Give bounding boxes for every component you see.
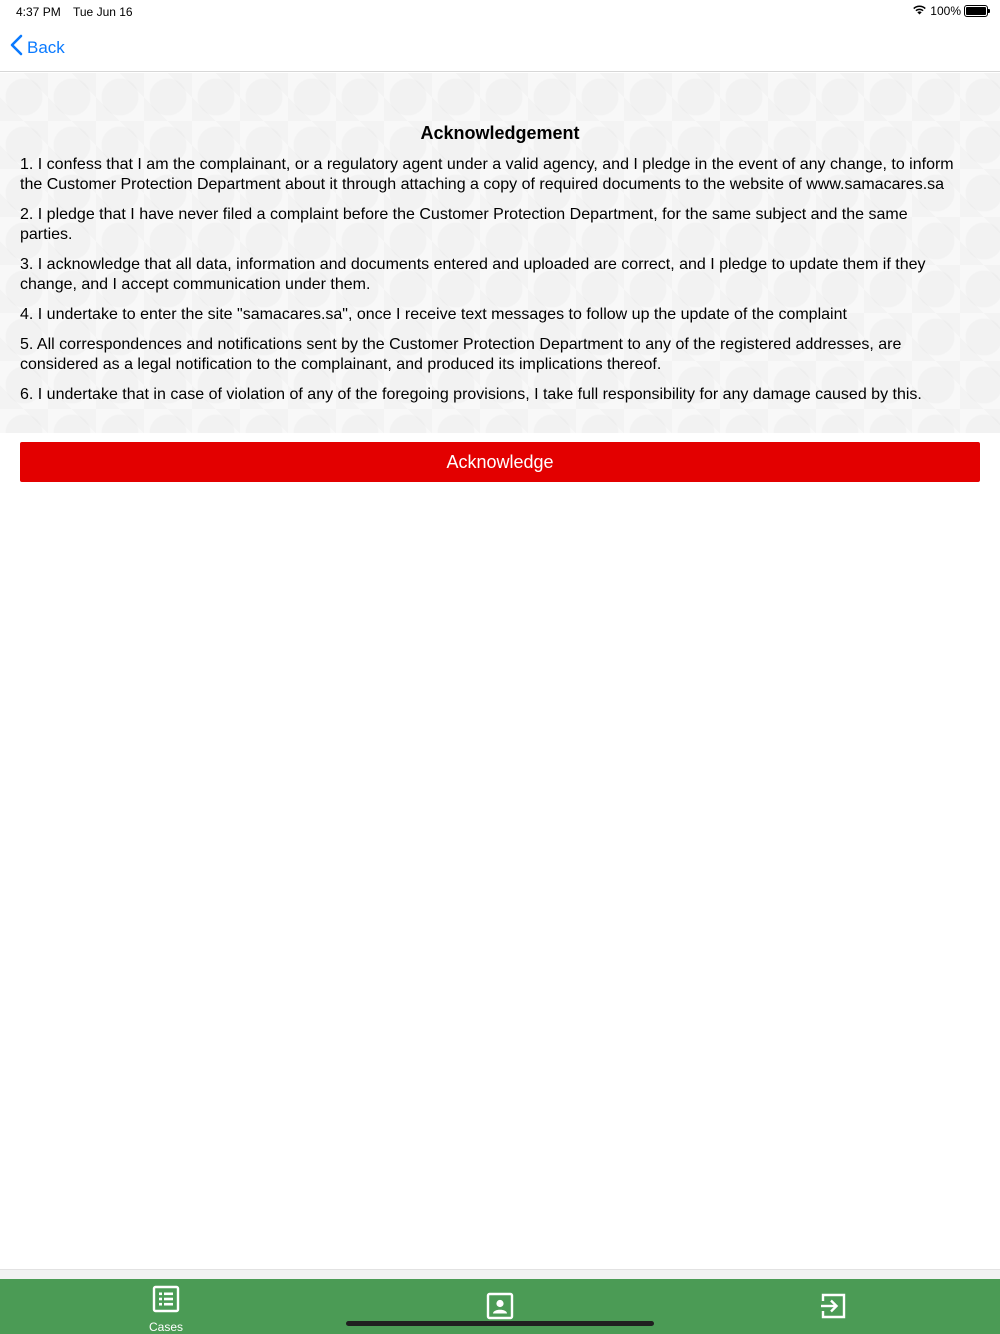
- back-label: Back: [27, 37, 65, 57]
- acknowledgement-item: 4. I undertake to enter the site "samacares.sa", once I receive text messages to follow up the update of the complaint: [20, 306, 847, 323]
- logout-icon: [819, 1292, 847, 1325]
- acknowledgement-list: [20, 155, 980, 415]
- back-button[interactable]: [10, 34, 65, 61]
- page-title: Acknowledgement: [420, 123, 580, 143]
- acknowledgement-item: 6. I undertake that in case of violation of any of the foregoing provisions, I take full responsibility for any damage caused by this.: [20, 386, 922, 403]
- tab-cases[interactable]: [136, 1279, 196, 1334]
- status-bar: [0, 0, 1000, 24]
- battery-percent: 100%: [930, 4, 961, 18]
- back-chevron-icon: [10, 34, 23, 61]
- cases-list-icon: [152, 1285, 180, 1318]
- acknowledge-button[interactable]: Acknowledge: [20, 442, 980, 482]
- tab-cases-label: Cases: [148, 1320, 183, 1334]
- battery-icon: [964, 5, 988, 17]
- acknowledgement-item: 3. I acknowledge that all data, information and documents entered and uploaded are correct, and I pledge to update them if they change, and I accept communication under them.: [20, 256, 926, 293]
- tab-logout[interactable]: [803, 1279, 863, 1334]
- tab-bar-divider: [0, 1269, 1000, 1279]
- status-date: Tue Jun 16: [73, 5, 133, 19]
- navigation-bar: [0, 24, 1000, 72]
- acknowledgement-item: 1. I confess that I am the complainant, or a regulatory agent under a valid agency, and I pledge in the event of any change, to inform the Customer Protection Department about it through attaching a copy of required documents to the website of www.samacares.sa: [20, 156, 954, 193]
- status-time: 4:37 PM: [16, 5, 61, 19]
- status-indicators: [912, 4, 988, 18]
- wifi-icon: [912, 4, 927, 18]
- acknowledgement-item: 5. All correspondences and notifications sent by the Customer Protection Department to any of the registered addresses, are considered as a legal notification to the complainant, and produced its implications thereof.: [20, 336, 902, 373]
- home-indicator: [346, 1321, 654, 1326]
- acknowledgement-item: 2. I pledge that I have never filed a complaint before the Customer Protection Department, for the same subject and the same parties.: [20, 206, 908, 243]
- content-area: [0, 73, 1000, 1269]
